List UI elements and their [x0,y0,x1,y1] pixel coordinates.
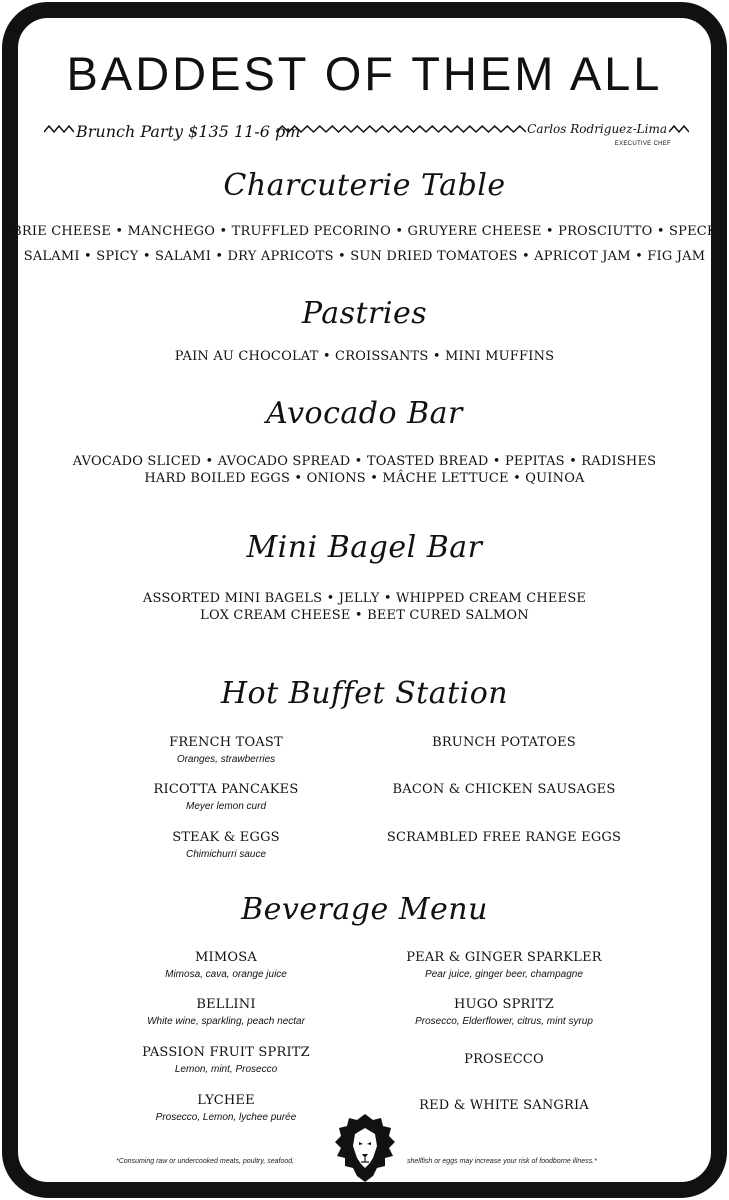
avocado-line-1: AVOCADO SLICED • AVOCADO SPREAD • TOASTED BREAD • PEPITAS • RADISHES [72,454,657,469]
lion-head-logo-icon [333,1112,397,1184]
beverage-item [374,1098,634,1113]
pastries-line-1: PAIN AU CHOCOLAT • CROISSANTS • MINI MUFFINS [174,349,555,364]
buffet-item-name: BRUNCH POTATOES [432,735,576,750]
buffet-item-name: SCRAMBLED FREE RANGE EGGS [386,830,622,845]
beverage-item [374,997,634,1027]
menu-title: BADDEST OF THEM ALL [66,47,663,100]
beverage-item [96,997,356,1027]
beverage-item [374,950,634,980]
chef-title: EXECUTIVE CHEF [614,141,671,147]
beverage-item-desc: Prosecco, Lemon, lychee purée [155,1112,297,1123]
heading-mini-bagel-bar: Mini Bagel Bar [246,530,483,565]
buffet-item-desc: Chimichurri sauce [185,849,267,860]
beverage-item-name: MIMOSA [195,950,257,965]
chef-name: Carlos Rodriguez-Lima [527,122,667,136]
buffet-item-desc: Meyer lemon curd [185,801,267,812]
charcuterie-line-1: BRIE CHEESE • MANCHEGO • TRUFFLED PECORINO • GRUYERE CHEESE • PROSCIUTTO • SPECK [12,224,717,239]
beverage-item-name: BELLINI [196,997,256,1012]
buffet-item [96,830,356,860]
buffet-item [374,735,634,750]
buffet-item-name: STEAK & EGGS [172,830,280,845]
subtitle-row [44,118,689,158]
beverage-item-desc: Pear juice, ginger beer, champagne [425,969,583,980]
buffet-item [96,782,356,812]
beverage-item-name: PEAR & GINGER SPARKLER [406,950,602,965]
heading-charcuterie-table: Charcuterie Table [223,168,506,203]
beverage-item-desc: White wine, sparkling, peach nectar [147,1016,305,1027]
heading-avocado-bar: Avocado Bar [266,396,463,431]
event-info: Brunch Party $135 11-6 pm [76,122,301,141]
beverage-item-name: PASSION FRUIT SPRITZ [142,1045,310,1060]
disclaimer-right: shellfish or eggs may increase your risk of foodborne illness.* [407,1158,597,1165]
beverage-item [96,950,356,980]
bagel-line-1: ASSORTED MINI BAGELS • JELLY • WHIPPED CREAM CHEESE [142,591,587,606]
buffet-item [96,735,356,765]
zigzag-divider-right-icon [669,122,689,138]
zigzag-divider-left-icon [44,122,74,138]
beverage-item-desc: Prosecco, Elderflower, citrus, mint syrup [415,1016,593,1027]
buffet-item-name: FRENCH TOAST [169,735,283,750]
buffet-item-name: BACON & CHICKEN SAUSAGES [392,782,616,797]
buffet-item [374,830,634,845]
beverage-item-desc: Lemon, mint, Prosecco [174,1064,278,1075]
beverage-item-name: HUGO SPRITZ [454,997,554,1012]
beverage-item [96,1093,356,1123]
heading-pastries: Pastries [301,296,428,331]
beverage-item-desc: Mimosa, cava, orange juice [165,969,287,980]
beverage-item-name: RED & WHITE SANGRIA [419,1098,589,1113]
beverage-item [374,1052,634,1067]
buffet-item [374,782,634,797]
zigzag-divider-middle-icon [276,122,526,138]
heading-beverage-menu: Beverage Menu [241,892,488,927]
avocado-line-2: HARD BOILED EGGS • ONIONS • MÂCHE LETTUCE • QUINOA [144,471,585,486]
beverage-item [96,1045,356,1075]
buffet-item-desc: Oranges, strawberries [176,754,276,765]
heading-hot-buffet-station: Hot Buffet Station [220,676,509,711]
bagel-line-2: LOX CREAM CHEESE • BEET CURED SALMON [200,608,529,623]
beverage-item-name: PROSECCO [464,1052,544,1067]
charcuterie-line-2: SALAMI • SPICY • SALAMI • DRY APRICOTS • SUN DRIED TOMATOES • APRICOT JAM • FIG JAM [23,249,706,264]
beverage-item-name: LYCHEE [197,1093,255,1108]
buffet-item-name: RICOTTA PANCAKES [153,782,299,797]
disclaimer-left: *Consuming raw or undercooked meats, poultry, seafood, [116,1158,295,1165]
